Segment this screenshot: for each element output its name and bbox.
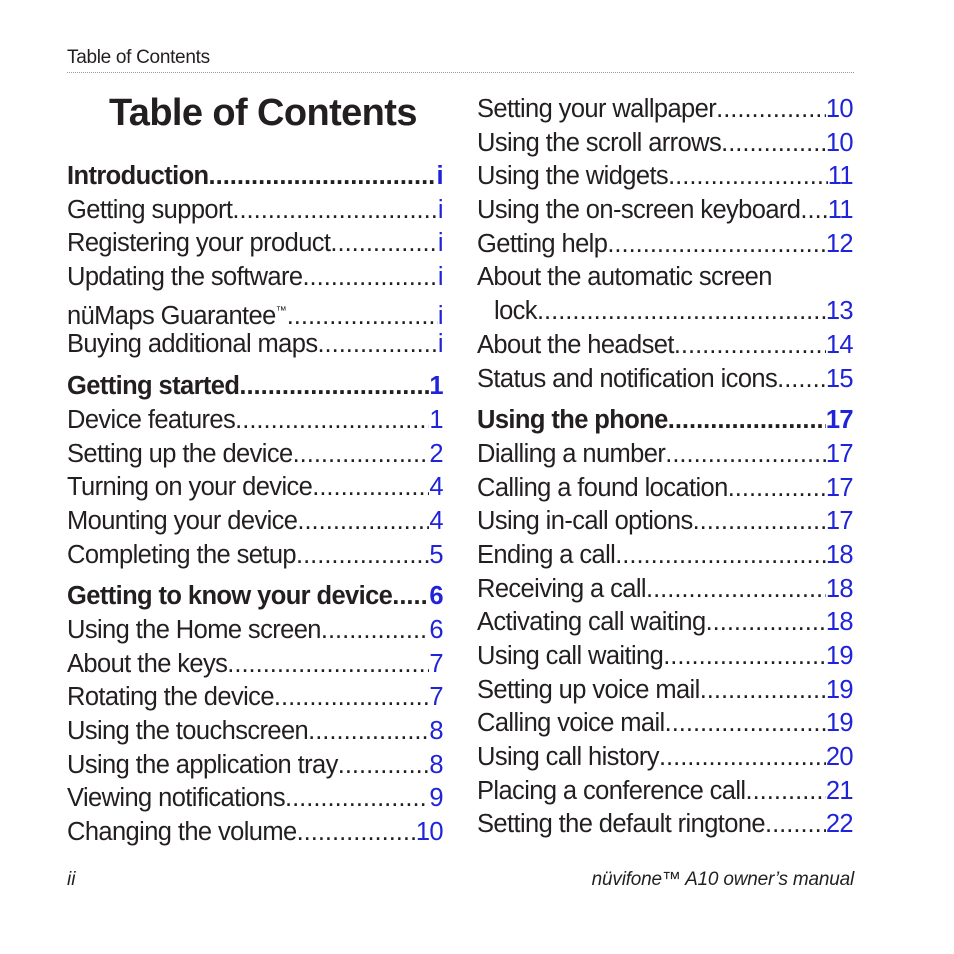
dot-leader	[308, 715, 429, 749]
toc-page-link[interactable]: 6	[429, 615, 443, 644]
dot-leader	[716, 93, 826, 127]
toc-entry-calling-voice-mail[interactable]	[477, 707, 853, 741]
toc-page-link[interactable]: 15	[825, 364, 853, 393]
dot-leader	[765, 808, 826, 842]
toc-page-link[interactable]: 20	[825, 743, 853, 772]
toc-entry-title	[477, 363, 777, 397]
toc-entry-setting-the-default-ringtone[interactable]	[477, 808, 853, 842]
toc-entry-using-the-touchscreen[interactable]	[67, 715, 443, 749]
toc-entry-using-the-scroll-arrows[interactable]	[477, 127, 853, 161]
toc-entry-device-features[interactable]	[67, 404, 443, 438]
dot-leader	[392, 580, 429, 614]
toc-title-text: Rotating the device	[67, 683, 274, 712]
toc-page-link[interactable]: 11	[827, 162, 853, 191]
toc-page-link[interactable]: 18	[825, 608, 853, 637]
toc-entry-title	[477, 808, 765, 842]
toc-title-text: Using the widgets	[477, 162, 669, 191]
dot-leader	[693, 505, 826, 539]
toc-entry-rotating-the-device[interactable]	[67, 681, 443, 715]
dot-leader	[746, 775, 826, 809]
toc-title-text: Receiving a call	[477, 574, 646, 603]
toc-title-text: Using the on-screen keyboard	[477, 196, 801, 225]
toc-title-text: Using call waiting	[477, 642, 664, 670]
toc-entry-getting-support[interactable]	[67, 194, 443, 228]
toc-entry-numaps-guarantee[interactable]	[67, 295, 443, 329]
toc-title-text: Using the phone	[477, 406, 668, 435]
toc-title-text: Getting support	[67, 195, 233, 224]
toc-page-link[interactable]: 22	[825, 810, 853, 839]
toc-title-text: Buying additional maps	[67, 330, 318, 359]
dot-leader	[239, 370, 429, 404]
toc-page-link[interactable]: 8	[429, 750, 443, 779]
toc-entry-title	[477, 329, 674, 363]
toc-page-link[interactable]: 12	[825, 229, 853, 258]
toc-entry-using-the-on-screen-keyboard[interactable]	[477, 194, 853, 228]
toc-entry-getting-help[interactable]	[477, 228, 853, 262]
toc-page-link[interactable]: 4	[429, 506, 443, 535]
toc-entry-title	[477, 741, 659, 775]
toc-entry-title	[477, 438, 665, 472]
dot-leader	[293, 438, 430, 472]
toc-title-text: Turning on your device	[67, 473, 313, 502]
dot-leader	[285, 782, 429, 816]
toc-entry-using-the-application-tray[interactable]	[67, 749, 443, 783]
toc-section-using-the-phone[interactable]	[477, 404, 853, 438]
toc-entry-using-in-call-options[interactable]	[477, 505, 853, 539]
toc-page-link[interactable]: 1	[429, 372, 443, 401]
toc-page-link[interactable]: 8	[429, 717, 443, 745]
dot-leader	[274, 681, 429, 715]
dot-leader	[607, 228, 826, 262]
dot-leader	[296, 539, 429, 573]
toc-title-text: Changing the volume	[67, 818, 297, 847]
dot-leader	[321, 614, 430, 648]
toc-page-link[interactable]: 19	[825, 642, 853, 670]
toc-entry-title	[67, 194, 232, 228]
toc-title-text: Activating call waiting	[477, 608, 706, 637]
toc-title-text: Viewing notifications	[67, 784, 285, 813]
toc-entry-title	[477, 228, 607, 262]
toc-entry-ending-a-call[interactable]	[477, 539, 853, 573]
dot-leader	[297, 505, 429, 539]
toc-entry-calling-a-found-location[interactable]	[477, 472, 853, 506]
dot-leader	[668, 160, 828, 194]
dot-leader	[706, 606, 826, 640]
toc-page-link[interactable]: 17	[825, 473, 853, 502]
toc-entry-status-and-notification-icons[interactable]	[477, 363, 853, 397]
toc-entry-title	[67, 749, 338, 783]
toc-entry-title	[477, 775, 746, 809]
toc-entry-using-the-widgets[interactable]	[477, 160, 853, 194]
toc-entry-using-call-waiting[interactable]	[477, 640, 853, 674]
toc-entry-title	[67, 471, 312, 505]
dot-leader	[646, 573, 826, 607]
toc-title-text: Getting to know your device	[67, 582, 393, 611]
dot-leader	[728, 472, 826, 506]
dot-leader	[668, 404, 826, 438]
toc-entry-title-continuation: lock	[494, 297, 537, 326]
toc-left-column	[67, 160, 443, 850]
toc-page-link[interactable]: 13	[825, 297, 853, 326]
toc-entry-setting-your-wallpaper[interactable]	[477, 93, 853, 127]
manual-title: nüvifone™ A10 owner’s manual	[591, 869, 854, 890]
toc-entry-changing-the-volume[interactable]	[67, 816, 443, 850]
toc-page-link[interactable]: 7	[429, 683, 443, 712]
toc-section-title	[477, 404, 668, 438]
toc-page-link[interactable]: i	[437, 330, 443, 359]
toc-title-text: About the keys	[67, 649, 228, 678]
toc-right-column	[477, 93, 853, 842]
toc-entry-completing-the-setup[interactable]	[67, 539, 443, 573]
toc-page-link[interactable]: 4	[429, 473, 443, 502]
toc-entry-registering-your-product[interactable]	[67, 227, 443, 261]
toc-page-link[interactable]: 21	[825, 776, 853, 805]
toc-entry-title	[67, 782, 285, 816]
toc-section-title	[67, 580, 392, 614]
toc-page-link[interactable]: 7	[429, 649, 443, 678]
toc-entry-placing-a-conference-call[interactable]	[477, 775, 853, 809]
toc-title-text: Setting your wallpaper	[477, 95, 717, 123]
toc-entry-continuation[interactable]	[477, 295, 853, 329]
toc-entry-title	[67, 614, 321, 648]
toc-page-link[interactable]: 14	[825, 330, 853, 359]
toc-title-text: Ending a call	[477, 540, 616, 569]
toc-entry-title	[477, 505, 693, 539]
toc-title-text: Registering your product	[67, 229, 331, 258]
toc-entry-title	[477, 606, 706, 640]
dot-leader	[700, 674, 826, 708]
toc-title-text: Using the application tray	[67, 750, 338, 779]
toc-page-link[interactable]: 11	[827, 196, 853, 225]
toc-page-link[interactable]: 10	[825, 128, 853, 157]
toc-page-link[interactable]: 18	[825, 574, 853, 603]
dot-leader	[338, 749, 430, 783]
page-number: ii	[67, 869, 76, 890]
toc-entry-title	[477, 194, 800, 228]
toc-entry-activating-call-waiting[interactable]	[477, 606, 853, 640]
dot-leader	[659, 741, 826, 775]
toc-section-title	[67, 160, 209, 194]
toc-title-text: Setting the default ringtone	[477, 810, 766, 839]
toc-entry-title	[477, 472, 728, 506]
dot-leader	[330, 227, 438, 261]
toc-section-getting-to-know-your-device[interactable]	[67, 580, 443, 614]
toc-entry-title	[477, 127, 721, 161]
toc-page-link[interactable]: i	[437, 195, 443, 224]
toc-title-text: Using the scroll arrows	[477, 128, 722, 157]
dot-leader	[674, 329, 826, 363]
toc-title-text: Setting up voice mail	[477, 675, 700, 704]
dot-leader	[665, 438, 826, 472]
trademark-symbol: ™	[275, 304, 287, 317]
toc-section-title	[67, 370, 239, 404]
toc-entry-title: About the automatic screen	[477, 263, 772, 292]
toc-entry-title	[67, 816, 297, 850]
toc-section-getting-started[interactable]	[67, 370, 443, 404]
toc-page-link[interactable]: 10	[825, 95, 853, 123]
dot-leader	[317, 328, 437, 362]
toc-page-link[interactable]: 19	[825, 709, 853, 738]
toc-title-text: Getting help	[477, 229, 608, 258]
toc-entry-title	[477, 573, 646, 607]
toc-entry-buying-additional-maps[interactable]	[67, 328, 443, 362]
dot-leader	[227, 648, 429, 682]
toc-title-text: About the headset	[477, 330, 674, 359]
toc-title-text: Mounting your device	[67, 506, 298, 535]
toc-title-text: Introduction	[67, 162, 209, 190]
toc-title-text: Setting up the device	[67, 439, 293, 468]
toc-page-link[interactable]: 9	[429, 784, 443, 813]
toc-entry-about-the-automatic-screen[interactable]	[477, 261, 853, 295]
toc-page-link[interactable]: 17	[825, 507, 853, 536]
dot-leader	[312, 471, 429, 505]
dot-leader	[800, 194, 827, 228]
toc-entry-about-the-keys[interactable]	[67, 648, 443, 682]
dot-leader	[615, 539, 826, 573]
toc-title-text: Device features	[67, 405, 236, 434]
toc-entry-title	[67, 438, 293, 472]
toc-entry-dialling-a-number[interactable]	[477, 438, 853, 472]
dot-leader	[209, 160, 437, 194]
toc-entry-title	[67, 227, 330, 261]
toc-entry-title	[67, 539, 296, 573]
toc-entry-title	[67, 261, 302, 295]
toc-entry-title	[477, 93, 716, 127]
toc-entry-title	[477, 707, 665, 741]
toc-entry-title	[67, 681, 274, 715]
header-divider	[67, 72, 854, 73]
toc-entry-turning-on-your-device[interactable]	[67, 471, 443, 505]
dot-leader	[232, 194, 438, 228]
toc-entry-title	[67, 328, 317, 362]
toc-title-text: Dialling a number	[477, 439, 666, 468]
toc-page-link[interactable]: 6	[429, 582, 443, 611]
toc-entry-title	[67, 648, 227, 682]
toc-entry-title	[67, 404, 235, 438]
toc-title-text: Completing the setup	[67, 540, 296, 569]
toc-entry-title	[477, 539, 615, 573]
toc-entry-title	[477, 640, 663, 674]
toc-entry-about-the-headset[interactable]	[477, 329, 853, 363]
toc-title-text: Using in-call options	[477, 507, 693, 536]
toc-entry-title	[477, 674, 700, 708]
toc-page-link[interactable]: 17	[825, 406, 853, 435]
dot-leader	[297, 816, 416, 850]
toc-entry-setting-up-the-device[interactable]	[67, 438, 443, 472]
dot-leader	[777, 363, 826, 397]
toc-title-text: nüMaps Guarantee	[67, 301, 276, 330]
toc-entry-using-call-history[interactable]	[477, 741, 853, 775]
toc-page-link[interactable]: 10	[415, 818, 443, 847]
toc-page-link[interactable]: 5	[429, 540, 443, 569]
toc-section-introduction[interactable]	[67, 160, 443, 194]
running-head: Table of Contents	[67, 47, 210, 68]
toc-title-text: Updating the software	[67, 263, 303, 292]
toc-entry-updating-the-software[interactable]	[67, 261, 443, 295]
toc-entry-setting-up-voice-mail[interactable]	[477, 674, 853, 708]
dot-leader	[721, 127, 826, 161]
toc-title-text: Calling a found location	[477, 473, 728, 502]
toc-page-link[interactable]: 17	[825, 439, 853, 468]
toc-page-link[interactable]: i	[437, 301, 443, 330]
dot-leader	[663, 640, 826, 674]
toc-page-link[interactable]: i	[437, 229, 443, 258]
toc-page-link[interactable]: 19	[825, 675, 853, 704]
toc-page-link[interactable]: 18	[825, 540, 853, 569]
toc-title-text: Getting started	[67, 372, 240, 401]
toc-page-link[interactable]: i	[436, 162, 443, 190]
page-title: Table of Contents	[109, 92, 417, 134]
toc-title-text: Using call history	[477, 743, 659, 772]
toc-entry-title	[67, 715, 308, 749]
toc-page-link[interactable]: i	[437, 263, 443, 292]
toc-title-text: Calling voice mail	[477, 709, 665, 738]
toc-title-text: Using the touchscreen	[67, 717, 309, 745]
toc-entry-title	[67, 505, 297, 539]
toc-entry-title	[477, 160, 668, 194]
toc-page-link[interactable]: 1	[429, 405, 443, 434]
toc-page-link[interactable]: 2	[429, 439, 443, 468]
dot-leader	[235, 404, 429, 438]
toc-title-text: Using the Home screen	[67, 615, 321, 644]
dot-leader	[302, 261, 437, 295]
toc-entry-using-the-home-screen[interactable]	[67, 614, 443, 648]
dot-leader	[537, 295, 826, 329]
dot-leader	[665, 707, 826, 741]
toc-entry-receiving-a-call[interactable]	[477, 573, 853, 607]
toc-entry-viewing-notifications[interactable]	[67, 782, 443, 816]
toc-title-text: Placing a conference call	[477, 776, 746, 805]
toc-title-text: Status and notification icons	[477, 364, 778, 393]
toc-entry-mounting-your-device[interactable]	[67, 505, 443, 539]
